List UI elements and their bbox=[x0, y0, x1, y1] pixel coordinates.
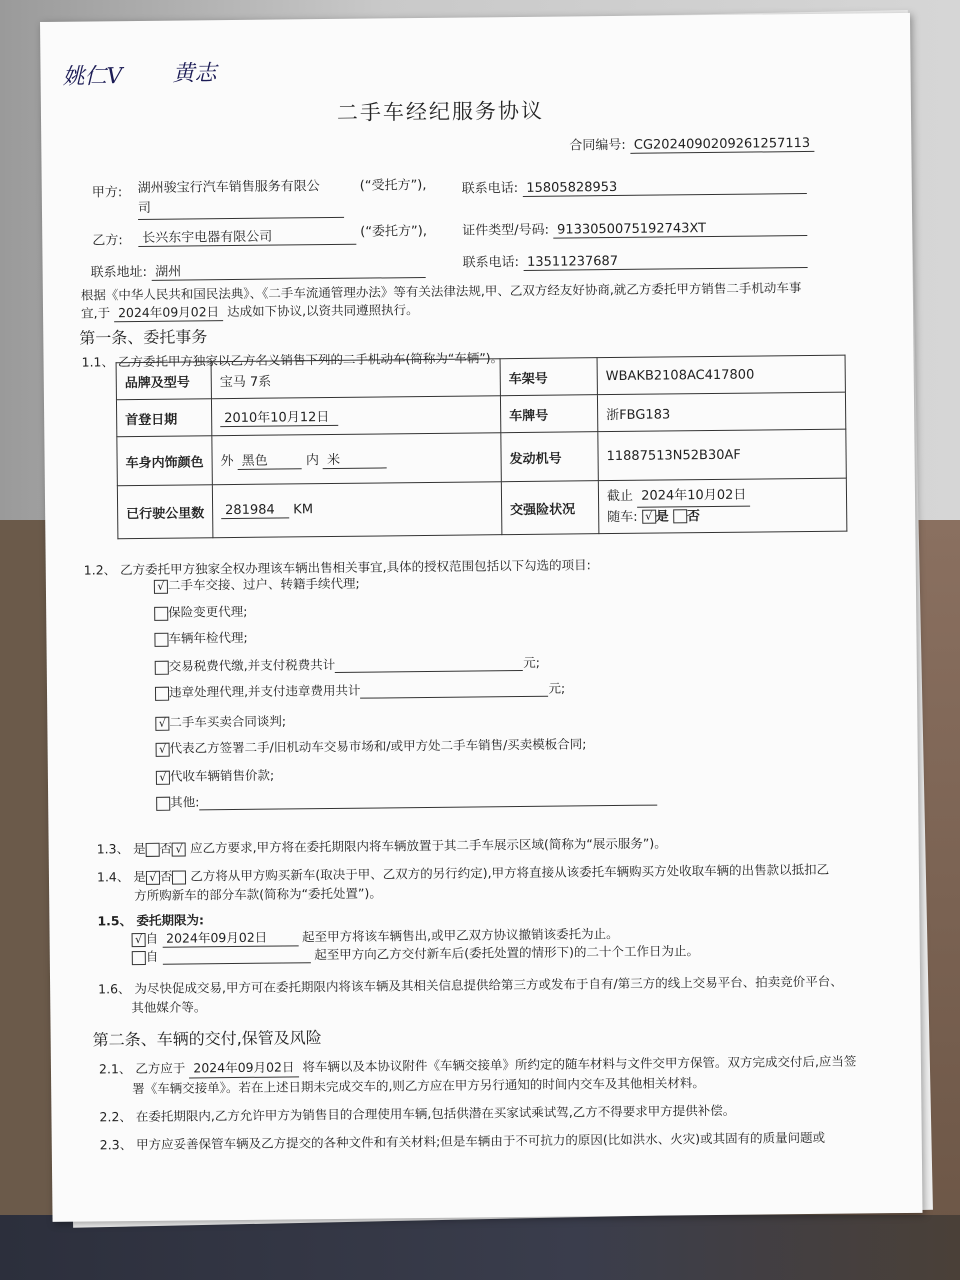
article1-title: 第一条、委托事务 bbox=[79, 327, 208, 348]
party-a-name-line2: 司 bbox=[138, 197, 344, 220]
option-checkbox[interactable] bbox=[154, 632, 168, 646]
clause-1-6 bbox=[98, 972, 843, 1018]
option-blank-line bbox=[360, 681, 548, 699]
handwriting-right: 黄志 bbox=[172, 61, 217, 87]
term-row-1-text: 起至甲方将该车辆售出,或甲乙双方协议撤销该委托为止。 bbox=[301, 925, 619, 945]
yes-checkbox[interactable]: √ bbox=[642, 510, 656, 524]
option-suffix: 元; bbox=[523, 654, 541, 670]
contract-number-label: 合同编号: bbox=[569, 137, 626, 154]
table-row bbox=[117, 429, 846, 486]
clause-1-4-num: 1.4、 bbox=[96, 869, 130, 885]
clause-2-1-line2: 署《车辆交接单》。若在上述日期未完成交车的,则乙方应在甲方另行通知的时间内交车及其他相关材料。 bbox=[132, 1075, 705, 1097]
party-b-role: (“委托方”), bbox=[360, 223, 428, 240]
option-checkbox[interactable]: √ bbox=[156, 742, 170, 756]
option-label: 交易税费代缴,并支付税费共计 bbox=[168, 656, 336, 674]
clause-2-1-text: 将车辆以及本协议附件《车辆交接单》所约定的随车材料与文件交甲方保管。双方完成交付后,应当签 bbox=[302, 1053, 857, 1075]
intro-line2-prefix: 宜,于 bbox=[80, 305, 111, 321]
option-suffix: 元; bbox=[548, 680, 566, 696]
clause-2-2-text: 在委托期限内,乙方允许甲方为销售目的合理使用车辆,包括供潜在买家试乘试驾,乙方不得要求甲方提供补偿。 bbox=[135, 1102, 736, 1125]
clause-1-3 bbox=[97, 833, 667, 857]
color-label: 车身内饰颜色 bbox=[117, 436, 213, 486]
km-label: 已行驶公里数 bbox=[117, 485, 213, 539]
insurance-with-car: 随车: bbox=[607, 509, 638, 525]
brand-label: 品牌及型号 bbox=[116, 362, 211, 400]
clause-1-3-num: 1.3、 bbox=[96, 841, 130, 857]
clause-1-3-yes: 是 bbox=[132, 840, 146, 857]
plate-value: 浙FBG183 bbox=[597, 392, 845, 432]
option-blank-line bbox=[199, 790, 657, 811]
clause-1-2-num: 1.2、 bbox=[83, 562, 117, 578]
interior-color: 米 bbox=[323, 448, 387, 469]
option-label: 其他: bbox=[170, 794, 200, 810]
term-row-2-date-blank bbox=[162, 947, 310, 965]
term-row-2-text: 起至甲方向乙方交付新车后(委托处置的情形下)的二十个工作日为止。 bbox=[314, 943, 700, 963]
term-row-2-checkbox[interactable] bbox=[132, 950, 146, 964]
insurance-prefix: 截止 bbox=[606, 488, 634, 504]
party-b-id-value: 9133050075192743XT bbox=[553, 220, 807, 239]
option-label: 代收车辆销售价款; bbox=[169, 767, 275, 784]
km-value: 281984 bbox=[221, 502, 289, 519]
party-a-phone-value: 15805828953 bbox=[522, 178, 806, 197]
no-checkbox[interactable] bbox=[673, 509, 687, 523]
option-label: 二手车买卖合同谈判; bbox=[169, 713, 287, 730]
clause-1-1-num: 1.1、 bbox=[81, 354, 115, 370]
reg-cell bbox=[211, 396, 500, 436]
clause-2-1-num: 2.1、 bbox=[98, 1061, 132, 1077]
clause-1-6-line2: 其他媒介等。 bbox=[131, 999, 207, 1016]
engine-value: 11887513N52B30AF bbox=[598, 429, 846, 481]
clause-1-4-yes: 是 bbox=[133, 868, 146, 885]
handwriting-left: 姚仁V bbox=[62, 64, 123, 90]
party-b-name: 长兴东宇电器有限公司 bbox=[138, 225, 356, 247]
clause-1-4-no-checkbox[interactable] bbox=[172, 870, 186, 884]
engine-label: 发动机号 bbox=[501, 432, 599, 482]
party-b-address-value: 湖州 bbox=[151, 258, 425, 281]
clause-2-1 bbox=[99, 1052, 857, 1099]
yes-label: 是 bbox=[655, 508, 669, 525]
clause-1-5-num: 1.5、 bbox=[97, 913, 133, 929]
party-a-phone bbox=[462, 174, 807, 198]
document-title: 二手车经纪服务协议 bbox=[336, 98, 545, 125]
term-row-1-from: 自 bbox=[145, 930, 159, 946]
party-a-name bbox=[138, 177, 344, 220]
insurance-label: 交强险状况 bbox=[501, 481, 599, 535]
clause-1-3-no-checkbox[interactable]: √ bbox=[172, 842, 186, 856]
party-a-role: (“受托方”), bbox=[359, 177, 427, 194]
insurance-cell bbox=[598, 478, 847, 534]
option-label: 保险变更代理; bbox=[168, 603, 248, 620]
clause-2-3-text: 甲方应妥善保管车辆及乙方提交的各种文件和有关材料;但是车辆由于不可抗力的原因(比如洪水、火灾)或其固有的质量问题或 bbox=[136, 1129, 826, 1153]
vin-label: 车架号 bbox=[500, 358, 597, 396]
clause-2-1-date: 2024年09月02日 bbox=[189, 1057, 298, 1078]
plate-label: 车牌号 bbox=[500, 395, 597, 433]
clause-2-1-prefix: 乙方应于 bbox=[135, 1060, 186, 1077]
insurance-date: 2024年10月02日 bbox=[637, 485, 750, 507]
option-checkbox[interactable] bbox=[156, 796, 170, 810]
option-item bbox=[155, 653, 540, 675]
reg-value: 2010年10月12日 bbox=[220, 406, 338, 427]
clause-1-3-yes-checkbox[interactable] bbox=[145, 842, 159, 856]
option-checkbox[interactable] bbox=[155, 660, 169, 674]
party-b-id bbox=[462, 216, 807, 240]
party-a-name-line1: 湖州骏宝行汽车销售服务有限公 bbox=[137, 179, 320, 196]
party-b-phone bbox=[462, 248, 807, 272]
contract-number-value: CG2024090209261257113 bbox=[630, 136, 814, 154]
brand-value: 宝马 7系 bbox=[211, 359, 500, 399]
party-a-phone-label: 联系电话: bbox=[461, 181, 519, 197]
clause-1-5 bbox=[97, 910, 204, 929]
exterior-color: 黑色 bbox=[238, 449, 302, 470]
term-row-1-checkbox[interactable]: √ bbox=[132, 932, 146, 946]
exterior-prefix: 外 bbox=[220, 453, 234, 470]
option-item bbox=[154, 602, 247, 621]
clause-1-3-text: 应乙方要求,甲方将在委托期限内将车辆放置于其二手车展示区域(简称为“展示服务”)。 bbox=[189, 835, 667, 856]
option-item bbox=[155, 679, 565, 701]
clause-1-3-no: 否 bbox=[159, 840, 173, 856]
no-label: 否 bbox=[686, 508, 700, 524]
clause-1-4 bbox=[97, 860, 829, 906]
intro-date: 2024年09月02日 bbox=[114, 302, 223, 322]
party-b-address bbox=[91, 258, 426, 282]
clause-1-6-text: 为尽快促成交易,甲方可在委托期限内将该车辆及其相关信息提供给第三方或发布于自有/第三方的线上交易平台、拍卖竞价平台、 bbox=[134, 973, 843, 997]
option-checkbox[interactable] bbox=[155, 686, 169, 700]
clause-1-4-yes-checkbox[interactable]: √ bbox=[146, 870, 160, 884]
option-checkbox[interactable]: √ bbox=[156, 770, 170, 784]
clause-1-6-num: 1.6、 bbox=[98, 981, 131, 997]
intro-line2-suffix: 达成如下协议,以资共同遵照执行。 bbox=[227, 302, 419, 320]
option-checkbox[interactable] bbox=[154, 606, 168, 620]
option-item bbox=[155, 711, 286, 730]
party-b-phone-label: 联系电话: bbox=[462, 254, 520, 271]
party-b-phone-value: 13511237687 bbox=[523, 252, 807, 271]
clause-1-1-text: 乙方委托甲方独家以乙方名义销售下列的二手机动车(简称为“车辆”)。 bbox=[117, 350, 504, 370]
option-item bbox=[154, 574, 360, 594]
party-b-name-wrap bbox=[138, 225, 356, 247]
km-cell bbox=[212, 482, 502, 538]
option-item bbox=[156, 766, 274, 785]
option-label: 二手车交接、过户、转籍手续代理; bbox=[167, 575, 360, 593]
option-item bbox=[154, 628, 247, 647]
clause-1-5-title: 委托期限为: bbox=[136, 912, 205, 929]
option-label: 代表乙方签署二手/旧机动车交易市场和/或甲方处二手车销售/买卖模板合同; bbox=[169, 736, 587, 756]
intro-line2 bbox=[81, 300, 419, 323]
contract-page bbox=[40, 13, 923, 1222]
clause-1-2-text: 乙方委托甲方独家全权办理该车辆出售相关事宜,具体的授权范围包括以下勾选的项目: bbox=[120, 557, 591, 578]
party-b-label: 乙方: bbox=[92, 233, 123, 249]
reg-label: 首登日期 bbox=[116, 399, 211, 437]
party-b-id-label: 证件类型/号码: bbox=[462, 222, 550, 239]
color-cell bbox=[212, 433, 501, 485]
clause-2-2 bbox=[99, 1101, 735, 1126]
contract-number bbox=[569, 132, 814, 155]
term-row-2-from: 自 bbox=[145, 948, 159, 964]
table-row bbox=[117, 478, 847, 539]
party-a-label: 甲方: bbox=[91, 185, 123, 201]
intro-line1: 根据《中华人民共和国民法典》、《二手车流通管理办法》等有关法律法规,甲、乙双方经友好协商,就乙方委托甲方销售二手机动车事 bbox=[80, 280, 802, 303]
interior-prefix: 内 bbox=[305, 453, 319, 469]
option-checkbox[interactable]: √ bbox=[155, 716, 169, 730]
clause-2-3 bbox=[100, 1128, 825, 1154]
km-unit: KM bbox=[293, 502, 314, 518]
option-checkbox[interactable]: √ bbox=[154, 579, 168, 593]
option-label: 违章处理代理,并支付违章费用共计 bbox=[168, 682, 361, 700]
clause-1-4-text: 乙方将从甲方购买新车(取决于甲、乙双方的另行约定),甲方将直接从该委托车辆购买方处收取车辆的出售款以抵扣乙 bbox=[190, 861, 830, 884]
option-item bbox=[156, 788, 657, 811]
vin-value: WBAKB2108AC417800 bbox=[597, 355, 845, 395]
option-blank-line bbox=[335, 655, 523, 673]
option-label: 车辆年检代理; bbox=[168, 629, 248, 646]
clause-2-2-num: 2.2、 bbox=[99, 1109, 132, 1125]
clause-1-4-no: 否 bbox=[159, 868, 173, 884]
party-b-address-label: 联系地址: bbox=[90, 264, 148, 281]
term-row-1-date: 2024年09月02日 bbox=[162, 927, 298, 947]
option-item bbox=[156, 734, 587, 757]
clause-1-4-line2: 方所购新车的部分车款(简称为“委托处置”)。 bbox=[134, 885, 382, 904]
clause-2-3-num: 2.3、 bbox=[99, 1137, 133, 1153]
vehicle-table bbox=[116, 355, 848, 540]
article2-title: 第二条、车辆的交付,保管及风险 bbox=[92, 1028, 322, 1050]
